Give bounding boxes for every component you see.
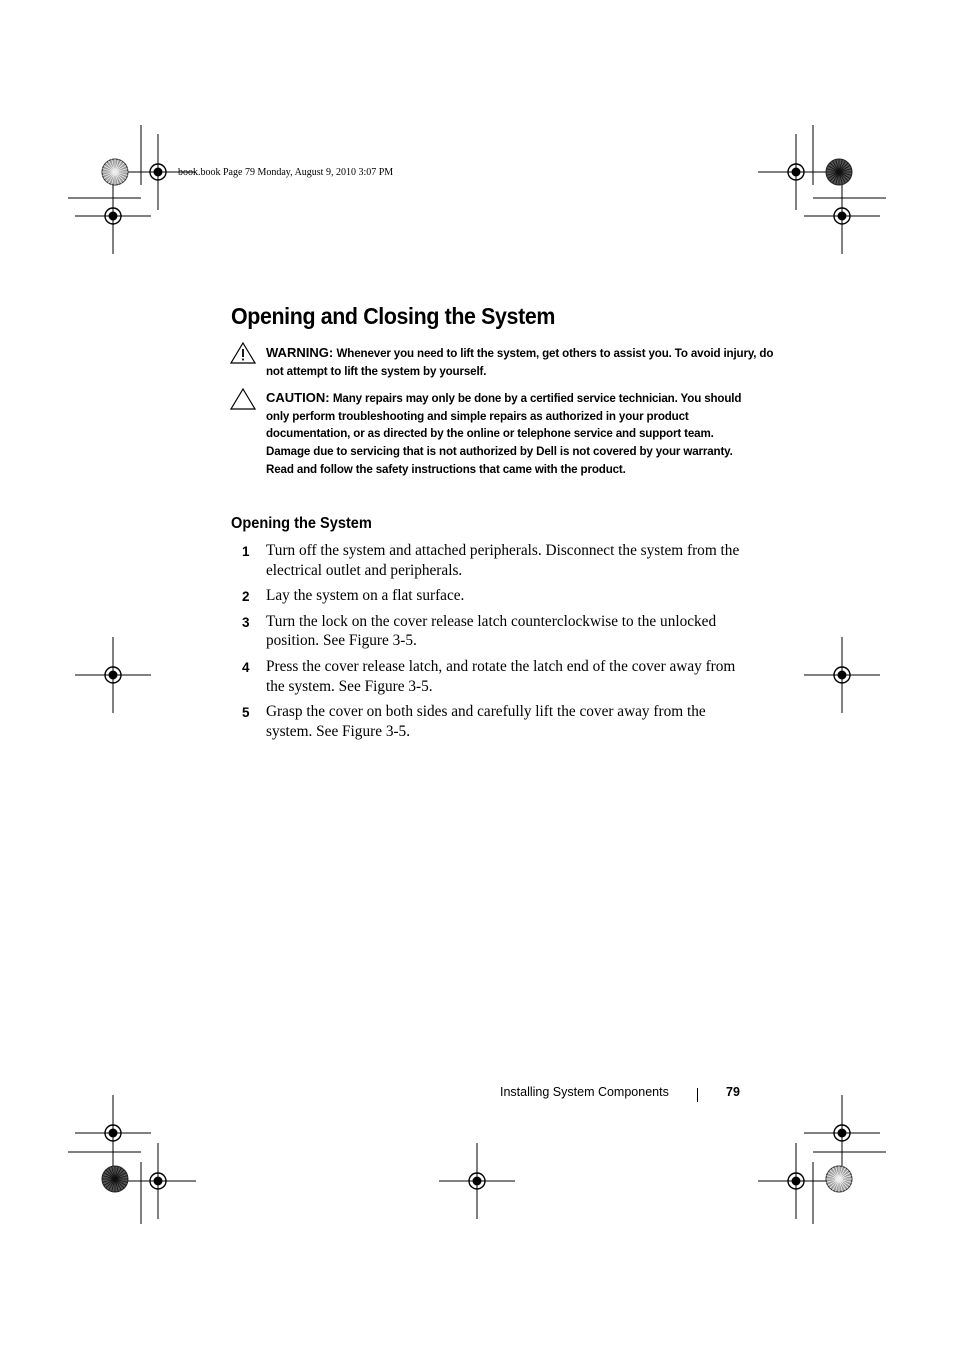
registration-target bbox=[75, 1095, 151, 1171]
step-text: Grasp the cover on both sides and carefully lift the cover away from the system. See Figure 3-5. bbox=[266, 703, 706, 740]
registration-target bbox=[75, 178, 151, 254]
caution-label: CAUTION: bbox=[266, 390, 330, 405]
step-number: 3 bbox=[242, 614, 250, 630]
registration-target bbox=[758, 134, 834, 210]
section-heading: Opening the System bbox=[231, 515, 372, 532]
registration-target bbox=[75, 637, 151, 713]
step-text: Turn the lock on the cover release latch counterclockwise to the unlocked position. See Figure 3-5. bbox=[266, 612, 717, 650]
step-text: Lay the system on a flat surface. bbox=[266, 587, 465, 605]
registration-target bbox=[804, 178, 880, 254]
color-bar-starburst bbox=[102, 1166, 128, 1192]
warning-notice bbox=[266, 344, 786, 380]
list-item bbox=[231, 541, 751, 580]
warning-label: WARNING: bbox=[266, 345, 334, 360]
footer-chapter: Installing System Components bbox=[500, 1085, 669, 1099]
step-text: Turn off the system and attached peripherals. Disconnect the system from the electrical outlet and peripherals. bbox=[266, 542, 740, 579]
color-bar-starburst bbox=[826, 1166, 852, 1192]
steps-list bbox=[231, 541, 751, 747]
step-number: 4 bbox=[242, 659, 250, 675]
caution-notice bbox=[266, 389, 746, 479]
color-bar-starburst bbox=[102, 159, 128, 185]
page-number: 79 bbox=[726, 1085, 740, 1099]
caution-triangle-icon bbox=[230, 388, 256, 410]
page-title: Opening and Closing the System bbox=[231, 303, 555, 329]
footer-divider bbox=[697, 1088, 698, 1102]
step-number: 1 bbox=[242, 544, 250, 559]
list-item bbox=[231, 657, 751, 696]
step-number: 2 bbox=[242, 589, 250, 605]
list-item bbox=[231, 612, 751, 651]
print-info-line: book.book Page 79 Monday, August 9, 2010 3:07 PM bbox=[178, 167, 394, 178]
registration-target bbox=[758, 1143, 834, 1219]
registration-target bbox=[804, 1095, 880, 1171]
warning-text: Whenever you need to lift the system, get others to assist you. To avoid injury, do not attempt to lift the system by yourself. bbox=[266, 347, 774, 378]
step-text: Press the cover release latch, and rotate the latch end of the cover away from the system. See Figure 3-5. bbox=[266, 657, 736, 695]
caution-text: Many repairs may only be done by a certified service technician. You should only perform troubleshooting and simple repairs as authorized in your product documentation, or as directed by the online or telephone service and support team. Damage due to servicing that is not authorized by Dell is not covered by your warranty. Read and follow the safety instructions that came with the product. bbox=[266, 392, 742, 476]
list-item bbox=[231, 702, 751, 741]
registration-target bbox=[804, 637, 880, 713]
list-item bbox=[231, 586, 751, 606]
color-bar-starburst bbox=[826, 159, 852, 185]
registration-target bbox=[439, 1143, 515, 1219]
warning-triangle-icon bbox=[230, 342, 256, 364]
registration-target bbox=[120, 1143, 196, 1219]
step-number: 5 bbox=[242, 705, 250, 721]
